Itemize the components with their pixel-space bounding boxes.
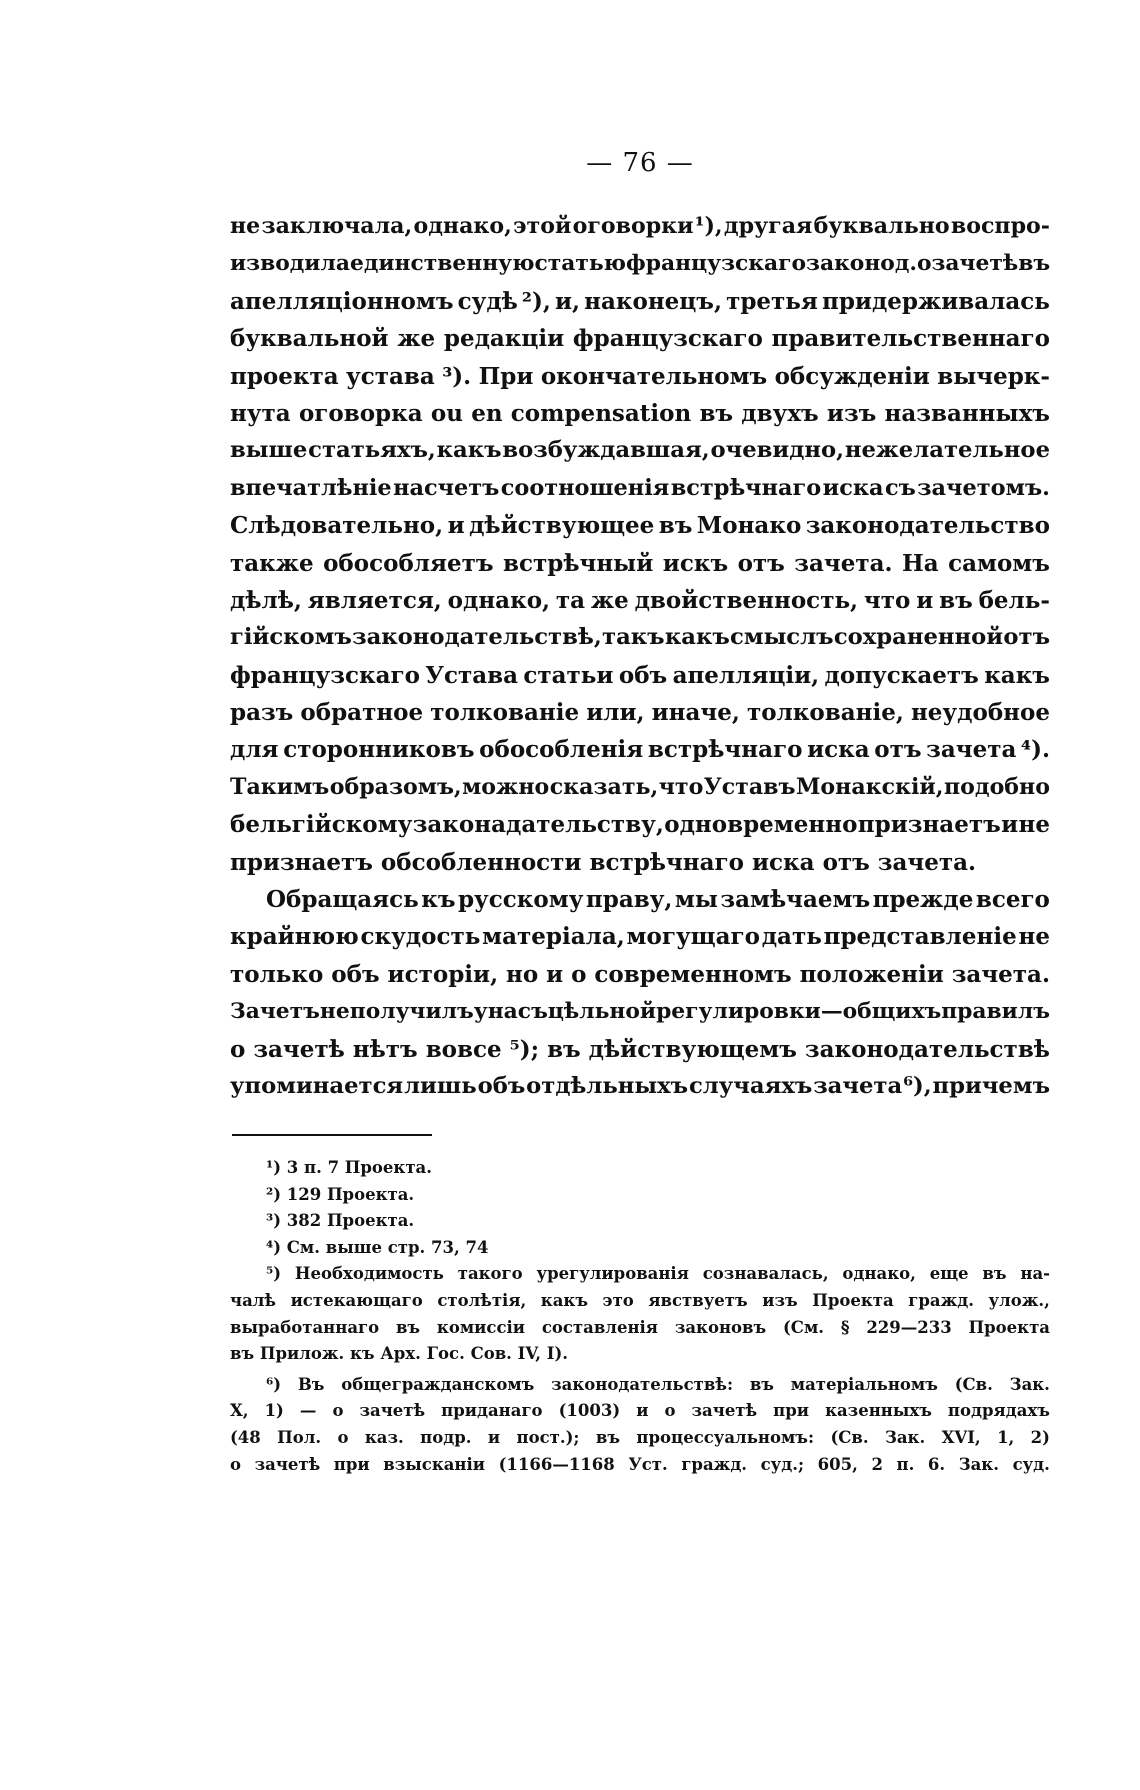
word: подр. xyxy=(420,1427,472,1447)
word: суд. xyxy=(1012,1454,1050,1474)
word: дѣйствующее xyxy=(469,512,655,540)
word: это xyxy=(602,1290,634,1310)
word: Уставъ xyxy=(703,773,796,800)
word: впечатлѣніе xyxy=(230,474,392,501)
word: и xyxy=(487,1427,501,1447)
word: Пол. xyxy=(277,1427,322,1447)
word: статьи xyxy=(523,661,614,689)
word: ⁵); xyxy=(509,1035,540,1063)
word: статью xyxy=(534,251,627,277)
word: зачетѣ xyxy=(253,1035,345,1063)
word: на- xyxy=(1020,1264,1050,1284)
word: compensation xyxy=(510,399,692,427)
word: въ xyxy=(699,399,734,427)
word: отъ xyxy=(1003,624,1050,651)
word: въ xyxy=(939,586,973,614)
word: нѣтъ xyxy=(352,1035,418,1063)
word: обсужденіи xyxy=(774,362,930,390)
word: XVI, xyxy=(941,1427,981,1447)
word: лишь xyxy=(404,1072,477,1099)
word: двухъ xyxy=(741,399,819,427)
word: 229—233 xyxy=(866,1317,952,1337)
word: въ xyxy=(595,1427,621,1447)
footnote-line: ³) 382 Проекта. xyxy=(266,1211,415,1231)
word: законод. xyxy=(806,251,917,277)
text-line xyxy=(230,881,1050,918)
word: Монакскій, xyxy=(795,773,944,800)
word: зачета. xyxy=(951,960,1050,988)
word: проекта xyxy=(230,362,339,390)
word: очевидно, xyxy=(710,437,845,464)
word: оговорки xyxy=(572,213,694,239)
word: французскаго xyxy=(572,325,763,353)
word: (См. xyxy=(783,1317,825,1337)
word: ou xyxy=(430,399,463,427)
footnote-line xyxy=(230,1398,1050,1425)
word: 2) xyxy=(1030,1427,1050,1447)
word: воспро- xyxy=(950,213,1050,239)
word: Слѣдовательно, xyxy=(230,512,444,540)
text-line xyxy=(230,769,1050,806)
word: ¹), xyxy=(694,213,723,239)
footnote-line xyxy=(230,1288,1050,1315)
word: 1, xyxy=(997,1427,1015,1447)
word: другая xyxy=(723,213,813,239)
footnote-line: въ Прилож. къ Арх. Гос. Сов. IV, I). xyxy=(230,1344,569,1364)
word: русскому xyxy=(457,886,584,914)
word: въ xyxy=(395,1317,421,1337)
word: Устава xyxy=(425,661,519,689)
word: заключала, xyxy=(261,213,413,239)
word: пост.); xyxy=(516,1427,580,1447)
text-line: признаетъ обсобленности встрѣчнаго иска отъ зачета. xyxy=(230,848,977,876)
word: о xyxy=(332,1401,344,1421)
word: окончательномъ xyxy=(540,362,768,390)
text-line xyxy=(230,320,1050,357)
word: искъ xyxy=(662,549,729,577)
word: изъ xyxy=(762,1290,798,1310)
word: замѣчаемъ xyxy=(720,886,871,914)
word: зачетѣ xyxy=(254,1454,321,1474)
text-line xyxy=(230,432,1050,469)
text-line xyxy=(230,358,1050,395)
word: комиссіи xyxy=(436,1317,525,1337)
word: 2 xyxy=(871,1454,883,1474)
word: исторіи, xyxy=(387,960,499,988)
word: какъ xyxy=(540,1290,588,1310)
word: отъ xyxy=(737,549,785,577)
word: отдѣльныхъ xyxy=(526,1072,689,1099)
word: явствуетъ xyxy=(648,1290,748,1310)
word: однако, xyxy=(842,1264,916,1284)
text-line xyxy=(230,208,1050,245)
word: признаетъ xyxy=(857,811,1001,839)
word: чалѣ xyxy=(230,1290,277,1310)
word: дать xyxy=(761,923,822,951)
text-line xyxy=(230,956,1050,993)
word: каз. xyxy=(364,1427,404,1447)
word: смыслъ xyxy=(730,624,834,651)
word: о xyxy=(664,1401,676,1421)
word: въ xyxy=(982,1264,1007,1284)
word: 6. xyxy=(927,1454,946,1474)
word: зачетѣ xyxy=(359,1401,426,1421)
word: Въ xyxy=(297,1374,325,1394)
word: зачетѣ xyxy=(691,1401,758,1421)
word: не xyxy=(1018,923,1050,951)
text-line xyxy=(230,1068,1050,1105)
word: и xyxy=(546,960,564,988)
footnote-line xyxy=(230,1372,1050,1399)
word: законовъ xyxy=(674,1317,767,1337)
word: ³). xyxy=(442,362,472,390)
text-line xyxy=(230,1031,1050,1068)
word: толкованіе xyxy=(430,699,580,727)
word: о xyxy=(337,1427,349,1447)
word: процессуальномъ: xyxy=(636,1427,815,1447)
word: прежде xyxy=(872,886,974,914)
word: только xyxy=(230,960,324,988)
word: правительственнаго xyxy=(771,325,1050,353)
word: обратное xyxy=(300,699,424,727)
text-line xyxy=(230,283,1050,320)
text-line xyxy=(230,507,1050,544)
text-line xyxy=(230,582,1050,619)
word: могущаго xyxy=(626,923,760,951)
word: матеріала, xyxy=(482,923,625,951)
word: X, xyxy=(230,1401,249,1421)
word: встрѣчный xyxy=(503,549,654,577)
word: же xyxy=(397,325,436,353)
word: еще xyxy=(929,1264,969,1284)
word: редакціи xyxy=(443,325,565,353)
word: объ xyxy=(331,960,380,988)
word: обособляетъ xyxy=(323,549,494,577)
word: Зак. xyxy=(958,1454,999,1474)
word: выработаннаго xyxy=(230,1317,380,1337)
footnote-line xyxy=(230,1452,1050,1479)
word: при xyxy=(773,1401,810,1421)
word: современномъ xyxy=(594,960,792,988)
word: мы xyxy=(674,886,718,914)
word: неудобное xyxy=(910,699,1050,727)
word: п. xyxy=(896,1454,915,1474)
word: о xyxy=(230,1454,242,1474)
footnote-divider xyxy=(232,1134,432,1136)
word: буквальной xyxy=(230,325,389,353)
word: дѣлѣ, xyxy=(230,586,302,614)
word: истекающаго xyxy=(290,1290,423,1310)
word: Необходимость xyxy=(294,1264,444,1284)
word: названныхъ xyxy=(884,399,1050,427)
word: въ xyxy=(1018,251,1051,277)
word: причемъ xyxy=(932,1072,1050,1099)
word: вовсе xyxy=(425,1035,502,1063)
word: взысканіи xyxy=(383,1454,486,1474)
word: казенныхъ xyxy=(825,1401,932,1421)
word: законодательствѣ, xyxy=(352,624,602,651)
word: не xyxy=(1018,811,1050,839)
footnote-line xyxy=(230,1315,1050,1342)
word: сторонниковъ xyxy=(283,736,475,764)
word: что xyxy=(863,586,911,614)
text-line xyxy=(230,245,1050,282)
word: и xyxy=(916,586,934,614)
word: является, xyxy=(307,586,442,614)
word: и xyxy=(1001,811,1019,839)
word: законадательству, xyxy=(412,811,664,839)
word: также xyxy=(230,549,314,577)
text-line xyxy=(230,545,1050,582)
word: 605, xyxy=(817,1454,858,1474)
word: ⁶) xyxy=(266,1374,282,1394)
word: такъ xyxy=(602,624,665,651)
word: устава xyxy=(346,362,435,390)
word: оговорка xyxy=(298,399,423,427)
word: возбуждавшая, xyxy=(502,437,710,464)
word: но xyxy=(506,960,539,988)
word: отъ xyxy=(874,736,922,764)
word: допускаетъ xyxy=(824,661,979,689)
word: соотношенія xyxy=(500,474,670,501)
word: буквально xyxy=(813,213,950,239)
word: французскаго xyxy=(230,661,420,689)
word: зачета xyxy=(926,736,1017,764)
word: не xyxy=(319,999,350,1025)
word: можно xyxy=(462,773,550,800)
word: изъ xyxy=(826,399,877,427)
word: правилъ xyxy=(941,999,1050,1025)
word: праву, xyxy=(585,886,673,914)
word: бель- xyxy=(978,586,1050,614)
word: разъ xyxy=(230,699,294,727)
word: наконецъ, xyxy=(584,287,722,315)
word: и, xyxy=(554,287,581,315)
word: выше xyxy=(230,437,308,464)
word: у xyxy=(473,999,488,1025)
word: иска xyxy=(807,736,870,764)
word: гійскомъ xyxy=(230,624,352,651)
word: Зак. xyxy=(884,1427,926,1447)
word: что xyxy=(658,773,704,800)
word: о xyxy=(230,1035,246,1063)
word: статьяхъ, xyxy=(308,437,436,464)
word: апелляціи, xyxy=(672,661,820,689)
word: изводила xyxy=(230,251,350,277)
word: законодательствѣ: xyxy=(551,1374,734,1394)
word: и xyxy=(447,512,465,540)
word: нута xyxy=(230,399,291,427)
word: ²), xyxy=(521,287,551,315)
word: бельгійскому xyxy=(230,811,413,839)
word: нежелательное xyxy=(844,437,1050,464)
word: образомъ, xyxy=(329,773,462,800)
word: (Св. xyxy=(830,1427,869,1447)
word: гражд. xyxy=(681,1454,748,1474)
word: Проекта xyxy=(812,1290,894,1310)
word: зачетѣ xyxy=(931,251,1019,277)
word: двойственность, xyxy=(634,586,859,614)
word: (Св. xyxy=(954,1374,993,1394)
word: апелляціонномъ xyxy=(230,287,454,315)
word: цѣльной xyxy=(547,999,657,1025)
word: зачета. xyxy=(794,549,893,577)
word: случаяхъ xyxy=(688,1072,813,1099)
word: урегулированія xyxy=(536,1264,689,1284)
word: вычерк- xyxy=(937,362,1050,390)
text-line xyxy=(230,806,1050,843)
word: единственную xyxy=(349,251,535,277)
word: положеніи xyxy=(799,960,944,988)
word: придерживалась xyxy=(821,287,1050,315)
word: съ xyxy=(884,474,916,501)
word: представленіе xyxy=(823,923,1017,951)
word: зачета xyxy=(813,1072,903,1099)
word: ⁵) xyxy=(266,1264,282,1284)
word: и xyxy=(636,1401,649,1421)
word: одновременно xyxy=(664,811,858,839)
word: улож., xyxy=(988,1290,1050,1310)
word: — xyxy=(299,1401,317,1421)
word: законодательствѣ xyxy=(804,1035,1050,1063)
word: о xyxy=(916,251,932,277)
word: (1166—1168 xyxy=(498,1454,615,1474)
word: ⁶), xyxy=(903,1072,932,1099)
word: Уст. xyxy=(628,1454,668,1474)
word: встрѣчнаго xyxy=(670,474,822,501)
word: ⁴). xyxy=(1021,736,1050,764)
main-text xyxy=(230,208,1050,1105)
word: въ xyxy=(749,1374,774,1394)
word: составленія xyxy=(541,1317,658,1337)
text-line xyxy=(230,993,1050,1030)
footnote-line: ¹) 3 п. 7 Проекта. xyxy=(266,1158,432,1177)
word: § xyxy=(840,1317,850,1337)
word: къ xyxy=(421,886,456,914)
word: крайнюю xyxy=(230,923,359,951)
word: гражд. xyxy=(908,1290,974,1310)
footnote-line xyxy=(230,1261,1050,1288)
page-number: — 76 — xyxy=(586,148,694,178)
word: же xyxy=(590,586,629,614)
word: суд.; xyxy=(760,1454,805,1474)
word: дѣйствующемъ xyxy=(588,1035,797,1063)
text-line xyxy=(230,694,1050,731)
word: На xyxy=(901,549,939,577)
word: какъ xyxy=(436,437,502,464)
word: регулировки—общихъ xyxy=(656,999,942,1025)
footnote-line: ²) 129 Проекта. xyxy=(266,1184,415,1204)
text-line xyxy=(230,395,1050,432)
word: насчетъ xyxy=(393,474,500,501)
word: столѣтія, xyxy=(437,1290,527,1310)
footnote-line: ⁴) См. выше стр. 73, 74 xyxy=(266,1237,489,1257)
word: матеріальномъ xyxy=(790,1374,938,1394)
word: упоминается xyxy=(230,1072,404,1099)
word: та xyxy=(555,586,586,614)
word: такого xyxy=(457,1264,523,1284)
word: 1) xyxy=(264,1401,284,1421)
word: толкованіе, xyxy=(747,699,904,727)
word: всего xyxy=(975,886,1050,914)
word: подобно xyxy=(943,773,1050,800)
word: обособленія xyxy=(479,736,644,764)
word: или, xyxy=(586,699,645,727)
word: для xyxy=(230,736,279,764)
footnote-line xyxy=(230,1425,1050,1452)
word: зачетомъ. xyxy=(917,474,1050,501)
word: объ xyxy=(618,661,668,689)
word: Проекта xyxy=(968,1317,1050,1337)
word: Зачетъ xyxy=(230,999,320,1025)
word: однако, xyxy=(413,213,512,239)
text-line xyxy=(230,918,1050,955)
word: не xyxy=(230,213,261,239)
word: однако, xyxy=(447,586,551,614)
word: самомъ xyxy=(948,549,1050,577)
word: Такимъ xyxy=(230,773,330,800)
word: Обращаясь xyxy=(266,886,419,914)
word: о xyxy=(571,960,587,988)
word: (1003) xyxy=(558,1401,621,1421)
footnotes xyxy=(230,1155,1050,1478)
word: какъ xyxy=(984,661,1050,689)
word: французскаго xyxy=(626,251,807,277)
word: законодательство xyxy=(805,512,1050,540)
word: какъ xyxy=(664,624,730,651)
word: насъ xyxy=(487,999,548,1025)
word: сохраненной xyxy=(833,624,1004,651)
word: въ xyxy=(658,512,693,540)
word: en xyxy=(471,399,503,427)
text-line xyxy=(230,619,1050,656)
word: Зак. xyxy=(1009,1374,1050,1394)
text-line xyxy=(230,657,1050,694)
word: подрядахъ xyxy=(947,1401,1050,1421)
word: въ xyxy=(547,1035,581,1063)
word: (48 xyxy=(230,1427,261,1447)
word: при xyxy=(333,1454,370,1474)
word: сказать, xyxy=(549,773,659,800)
word: третья xyxy=(726,287,818,315)
word: Монако xyxy=(696,512,802,540)
word: получилъ xyxy=(349,999,474,1025)
text-line xyxy=(230,470,1050,507)
word: судѣ xyxy=(457,287,518,315)
word: сознавалась, xyxy=(702,1264,829,1284)
word: приданаго xyxy=(441,1401,543,1421)
text-line xyxy=(230,731,1050,768)
word: встрѣчнаго xyxy=(647,736,803,764)
word: иначе, xyxy=(651,699,740,727)
word: этой xyxy=(513,213,572,239)
word: общегражданскомъ xyxy=(341,1374,535,1394)
word: иска xyxy=(822,474,884,501)
word: При xyxy=(478,362,534,390)
word: скудость xyxy=(360,923,481,951)
word: объ xyxy=(477,1072,526,1099)
